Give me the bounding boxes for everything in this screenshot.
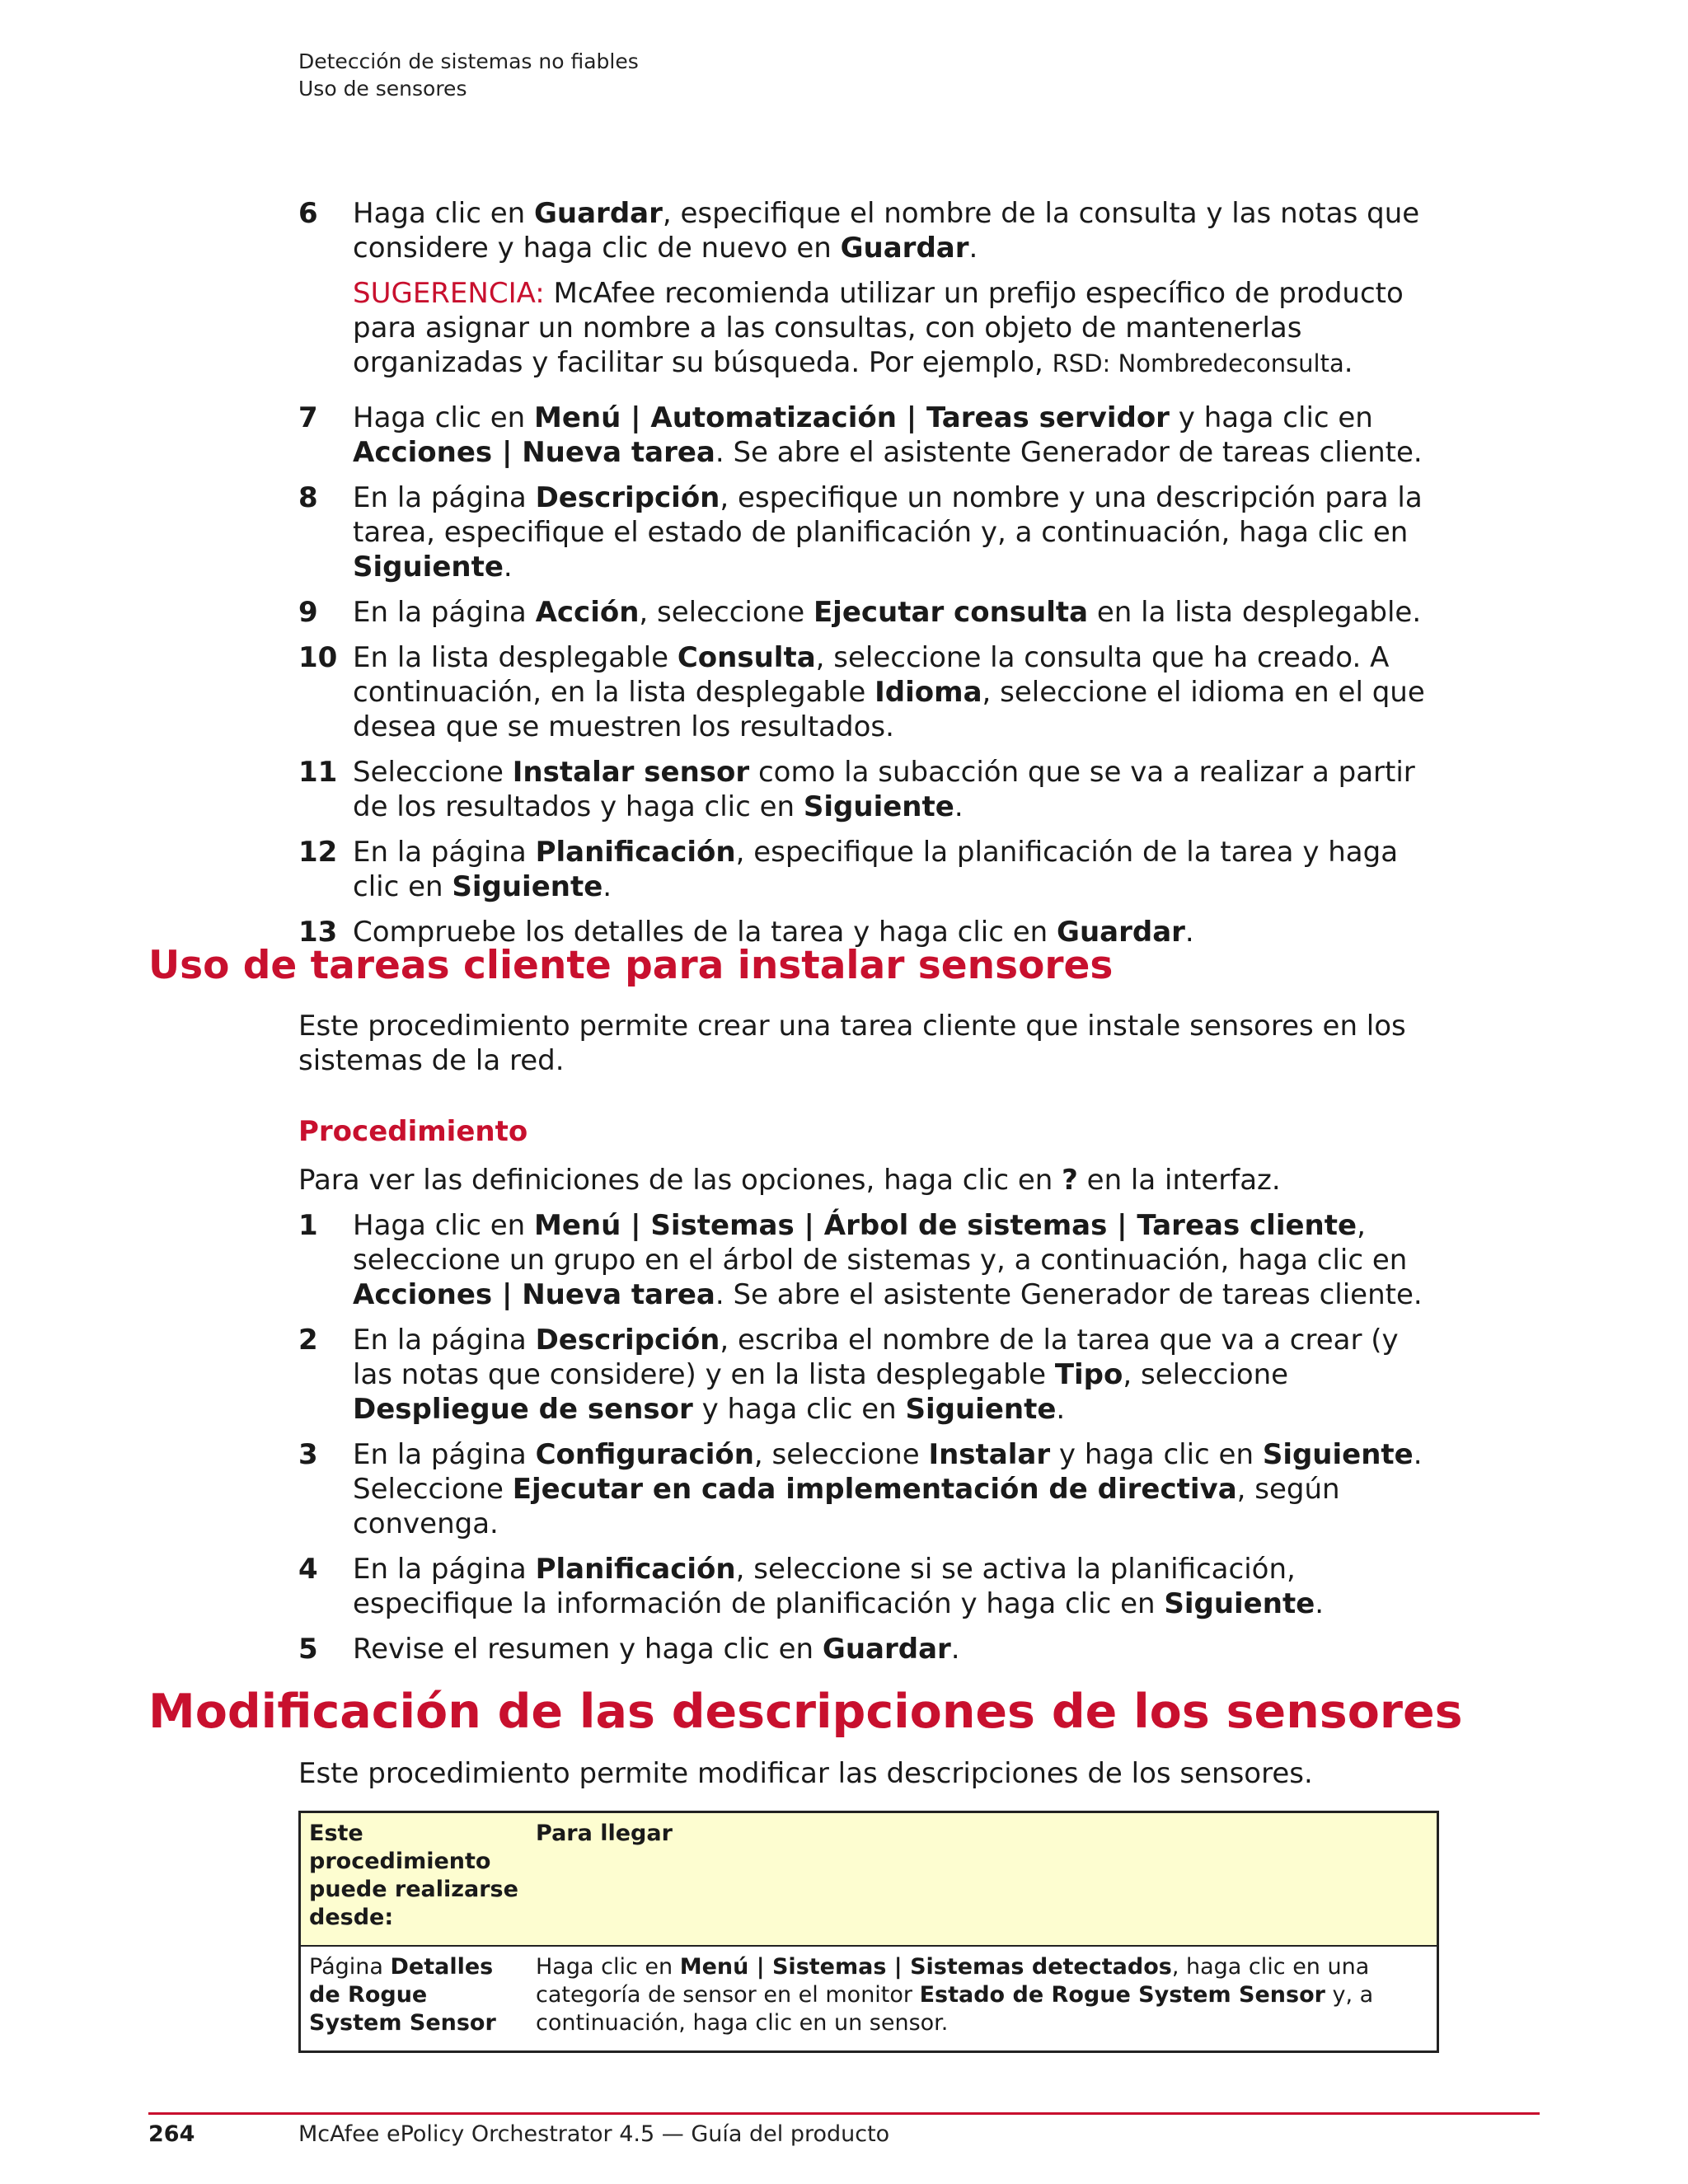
step-text [353, 401, 1444, 470]
section-heading: Modificación de las descripciones de los sensores [148, 1685, 1463, 1739]
step-text [353, 1552, 1444, 1621]
tip-end: . [1343, 346, 1353, 379]
text-run: En la página [353, 481, 536, 514]
text-run: , seleccione si se activa la planificación, especifique la información de planificación y haga clic en [353, 1553, 1296, 1620]
step-number: 9 [298, 596, 318, 629]
text-run: en la lista desplegable. [1088, 596, 1422, 629]
step-number: 1 [298, 1209, 318, 1242]
text-run: como la subacción que se va a realizar a partir de los resultados y haga clic en [353, 756, 1415, 823]
text-run: en la interfaz. [1077, 1164, 1281, 1197]
bold-term: Configuración [535, 1438, 754, 1471]
bold-term: Estado de Rogue System Sensor [919, 1982, 1325, 2008]
step-number: 8 [298, 481, 318, 514]
bold-term: Planificación [535, 1553, 736, 1586]
bold-term: Despliegue de sensor [353, 1393, 693, 1426]
footer-rule [148, 2112, 1540, 2115]
bold-term: Guardar [1057, 916, 1185, 949]
step-text [353, 1632, 1444, 1666]
step-item [298, 1632, 1444, 1666]
table-header-cell: Para llegar [536, 1821, 673, 1846]
step-item [298, 1552, 1444, 1621]
table-header-row [300, 1812, 1438, 1947]
tip-text: McAfee recomienda utilizar un prefijo específico de producto para asignar un nombre a las consultas, con objeto de mantenerlas organizadas y facilitar su búsqueda. Por ejemplo, [353, 277, 1404, 379]
bold-term: Guardar [822, 1633, 951, 1666]
text-run: Revise el resumen y haga clic en [353, 1633, 823, 1666]
table-row [300, 1946, 1438, 2052]
text-run: , según convenga. [353, 1473, 1340, 1540]
step-item [298, 1437, 1444, 1541]
bold-term: Siguiente [905, 1393, 1057, 1426]
text-run: , especifique el nombre de la consulta y las notas que considere y haga clic de nuevo en [353, 197, 1420, 265]
text-run: En la página [353, 836, 536, 869]
step-text [353, 835, 1444, 904]
text-run: , seleccione [1123, 1358, 1289, 1391]
text-run: y haga clic en [1050, 1438, 1263, 1471]
bold-term: Instalar sensor [512, 756, 750, 789]
tip-example: RSD: Nombredeconsulta [1052, 349, 1344, 377]
section-intro: Este procedimiento permite modificar las descripciones de los sensores. [298, 1757, 1313, 1790]
step-text [353, 640, 1444, 744]
bold-term: Planificación [535, 836, 736, 869]
section-intro: Este procedimiento permite crear una tarea cliente que instale sensores en los sistemas de la red. [298, 1010, 1406, 1077]
step-number: 5 [298, 1633, 318, 1666]
text-run: . [1056, 1393, 1066, 1426]
bold-term: Guardar [840, 232, 969, 265]
bold-term: ? [1062, 1164, 1078, 1197]
step-item [298, 755, 1444, 824]
text-run: . [968, 232, 978, 265]
text-run: En la página [353, 1438, 536, 1471]
step-text [353, 480, 1444, 584]
bold-term: Descripción [535, 481, 720, 514]
step-number: 11 [298, 756, 338, 789]
tip-note [298, 276, 1444, 381]
text-run: , seleccione [753, 1438, 929, 1471]
text-run: , haga clic en una categoría de sensor en el monitor [536, 1954, 1370, 2008]
bold-term: Ejecutar consulta [813, 596, 1089, 629]
text-run: y haga clic en [1169, 401, 1373, 434]
text-run: Haga clic en [536, 1954, 680, 1980]
step-number: 12 [298, 836, 338, 869]
step-item [298, 595, 1444, 630]
text-run: . [503, 551, 513, 583]
step-text [353, 1323, 1444, 1427]
text-run: , seleccione la consulta que ha creado. A continuación, en la lista desplegable [353, 641, 1390, 709]
step-number: 10 [298, 641, 338, 674]
bold-term: Guardar [534, 197, 663, 230]
step-text [353, 196, 1444, 265]
header-chapter: Detección de sistemas no fiables [298, 49, 639, 73]
step-text [353, 755, 1444, 824]
bold-term: Siguiente [1164, 1587, 1315, 1620]
step-text [353, 595, 1444, 630]
step-number: 4 [298, 1553, 318, 1586]
text-run: Seleccione [353, 756, 513, 789]
bold-term: Tipo [1054, 1358, 1123, 1391]
steps-list-b [298, 1208, 1444, 1677]
step-item [298, 835, 1444, 904]
text-run: . [954, 790, 964, 823]
running-header [298, 48, 639, 102]
step-number: 13 [298, 916, 338, 949]
steps-list-a [298, 196, 1444, 960]
step-item [298, 401, 1444, 470]
table-cell [528, 1946, 1438, 2052]
step-text [353, 1437, 1444, 1541]
bold-term: Acción [535, 596, 640, 629]
step-item [298, 1208, 1444, 1312]
text-run: , especifique un nombre y una descripción para la tarea, especifique el estado de planificación y, a continuación, haga clic en [353, 481, 1423, 549]
text-run: , seleccione el idioma en el que desea que se muestren los resultados. [353, 676, 1425, 743]
step-item [298, 1323, 1444, 1427]
step-number: 6 [298, 197, 318, 230]
header-section: Uso de sensores [298, 77, 467, 101]
step-item [298, 640, 1444, 744]
bold-term: Idioma [874, 676, 982, 709]
text-run: Compruebe los detalles de la tarea y haga clic en [353, 916, 1057, 949]
bold-term: Menú | Sistemas | Árbol de sistemas | Tareas cliente [534, 1209, 1357, 1242]
footer-title: McAfee ePolicy Orchestrator 4.5 — Guía del producto [298, 2121, 890, 2147]
text-run: Haga clic en [353, 1209, 534, 1242]
step-number: 3 [298, 1438, 318, 1471]
text-run: En la página [353, 1553, 536, 1586]
procedure-heading: Procedimiento [298, 1115, 528, 1148]
table-cell [300, 1946, 528, 2052]
text-run: , seleccione un grupo en el árbol de sistemas y, a continuación, haga clic en [353, 1209, 1408, 1277]
bold-term: Siguiente [803, 790, 954, 823]
step-number: 7 [298, 401, 318, 434]
step-text [353, 1208, 1444, 1312]
text-run: . Se abre el asistente Generador de tareas cliente. [715, 1278, 1423, 1311]
tip-label: SUGERENCIA: [353, 277, 545, 310]
text-run: . Se abre el asistente Generador de tareas cliente. [715, 436, 1423, 469]
text-run: . [603, 870, 612, 903]
text-run: , especifique la planificación de la tarea y haga clic en [353, 836, 1399, 903]
step-item [298, 480, 1444, 584]
text-run: Haga clic en [353, 197, 534, 230]
text-run: . [950, 1633, 960, 1666]
text-run: , seleccione [639, 596, 814, 629]
bold-term: Siguiente [353, 551, 504, 583]
text-run: Haga clic en [353, 401, 534, 434]
text-run: , escriba el nombre de la tarea que va a crear (y las notas que considere) y en la lista desplegable [353, 1324, 1399, 1391]
page-number: 264 [148, 2121, 195, 2147]
text-run: Página [309, 1954, 391, 1980]
bold-term: Consulta [677, 641, 816, 674]
text-run: En la lista desplegable [353, 641, 678, 674]
bold-term: Menú | Sistemas | Sistemas detectados [679, 1954, 1172, 1980]
bold-term: Acciones | Nueva tarea [353, 436, 715, 469]
text-run: . Seleccione [353, 1438, 1423, 1506]
text-run: . [1184, 916, 1194, 949]
table-header-cell: Este procedimiento puede realizarse desde: [309, 1821, 518, 1930]
bold-term: Instalar [928, 1438, 1051, 1471]
text-run: En la página [353, 1324, 536, 1357]
bold-term: Ejecutar en cada implementación de directiva [512, 1473, 1237, 1506]
bold-term: Siguiente [452, 870, 603, 903]
bold-term: Detalles de Rogue System Sensor [309, 1954, 496, 2036]
step-item [298, 196, 1444, 265]
bold-term: Descripción [535, 1324, 720, 1357]
procedure-intro [298, 1163, 1444, 1197]
step-number: 2 [298, 1324, 318, 1357]
text-run: En la página [353, 596, 536, 629]
bold-term: Menú | Automatización | Tareas servidor [534, 401, 1170, 434]
bold-term: Siguiente [1262, 1438, 1414, 1471]
text-run: y haga clic en [692, 1393, 906, 1426]
text-run: . [1315, 1587, 1325, 1620]
section-heading: Uso de tareas cliente para instalar sensores [148, 943, 1114, 988]
bold-term: Acciones | Nueva tarea [353, 1278, 715, 1311]
text-run: y, a continuación, haga clic en un sensor. [536, 1982, 1374, 2036]
text-run: Para ver las definiciones de las opciones, haga clic en [298, 1164, 1062, 1197]
procedure-table [298, 1811, 1439, 2053]
